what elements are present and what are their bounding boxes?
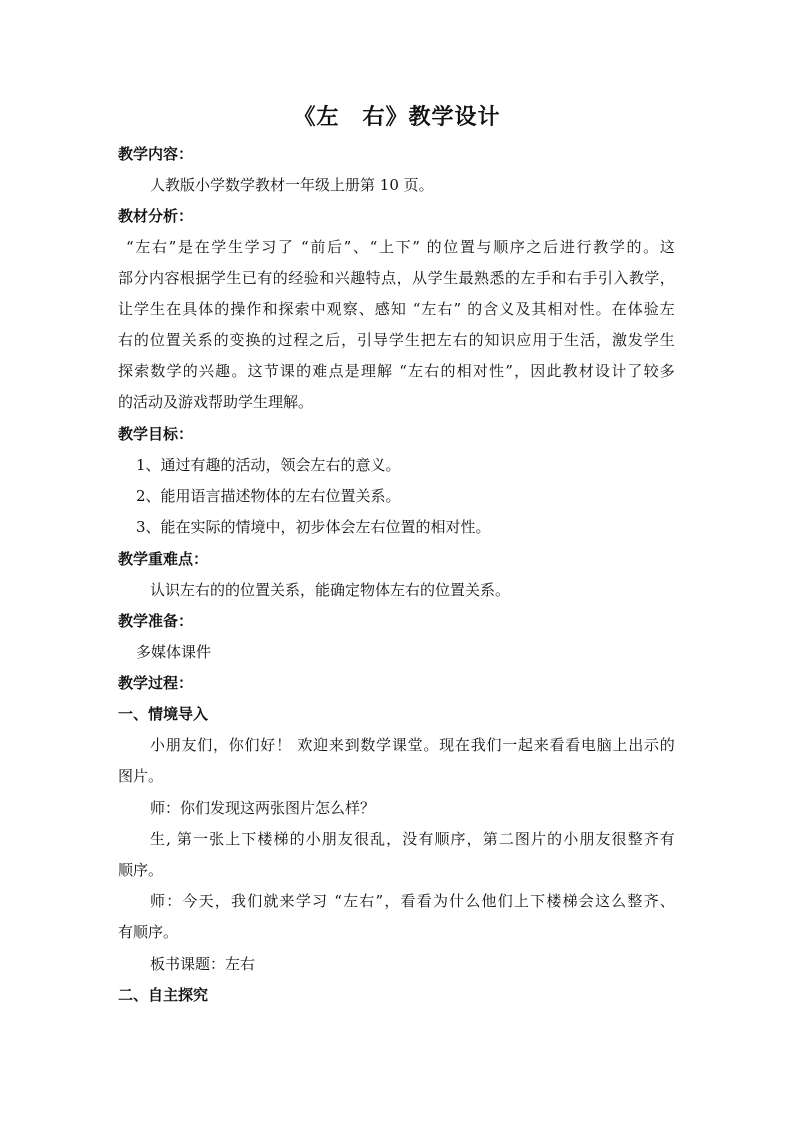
process-line: 师：你们发现这两张图片怎么样？: [150, 799, 376, 817]
analysis-line: 的活动及游戏帮助学生理解。: [118, 393, 314, 411]
heading-teaching-prep: 教学准备：: [118, 612, 194, 630]
process-line: 图片。: [118, 767, 164, 785]
heading-teaching-content: 教学内容：: [118, 145, 194, 163]
teaching-prep-text: 多媒体课件: [136, 643, 212, 661]
process-line: 板书课题：左右: [150, 955, 256, 973]
process-line: 有顺序。: [118, 923, 179, 941]
key-points-text: 认识左右的的位置关系，能确定物体左右的位置关系。: [150, 581, 511, 599]
teaching-content-text: 人教版小学数学教材一年级上册第 10 页。: [150, 176, 434, 194]
heading-teaching-goals: 教学目标：: [118, 425, 194, 443]
heading-key-points: 教学重难点：: [118, 550, 209, 568]
heading-material-analysis: 教材分析：: [118, 207, 194, 225]
analysis-line: 探索数学的兴趣。这节课的难点是理解 “左右的相对性”，因此教材设计了较多: [118, 362, 675, 380]
analysis-line: 让学生在具体的操作和探索中观察、感知 “左右” 的含义及其相对性。在体验左: [118, 300, 675, 318]
analysis-line: 右的位置关系的变换的过程之后，引导学生把左右的知识应用于生活，激发学生: [118, 331, 675, 349]
process-line: 师：今天，我们就来学习 “左右”，看看为什么他们上下楼梯会这么整齐、: [150, 892, 675, 910]
goal-item: 3、能在实际的情境中，初步体会左右位置的相对性。: [136, 518, 491, 536]
process-line: 顺序。: [118, 861, 164, 879]
process-line: 生, 第一张上下楼梯的小朋友很乱，没有顺序，第二图片的小朋友很整齐有: [150, 830, 675, 848]
process-line: 小朋友们，你们好！ 欢迎来到数学课堂。现在我们一起来看看电脑上出示的: [150, 736, 675, 754]
analysis-line: “左右”是在学生学习了 “前后”、“上下” 的位置与顺序之后进行教学的。这: [126, 238, 675, 256]
heading-teaching-process: 教学过程：: [118, 674, 194, 692]
heading-part-2: 二、自主探究: [118, 986, 209, 1004]
heading-part-1: 一、情境导入: [118, 705, 209, 723]
page-title: 《左 右》教学设计: [293, 104, 501, 130]
analysis-line: 部分内容根据学生已有的经验和兴趣特点，从学生最熟悉的左手和右手引入教学，: [118, 269, 675, 287]
goal-item: 1、通过有趣的活动，领会左右的意义。: [136, 456, 401, 474]
goal-item: 2、能用语言描述物体的左右位置关系。: [136, 487, 401, 505]
